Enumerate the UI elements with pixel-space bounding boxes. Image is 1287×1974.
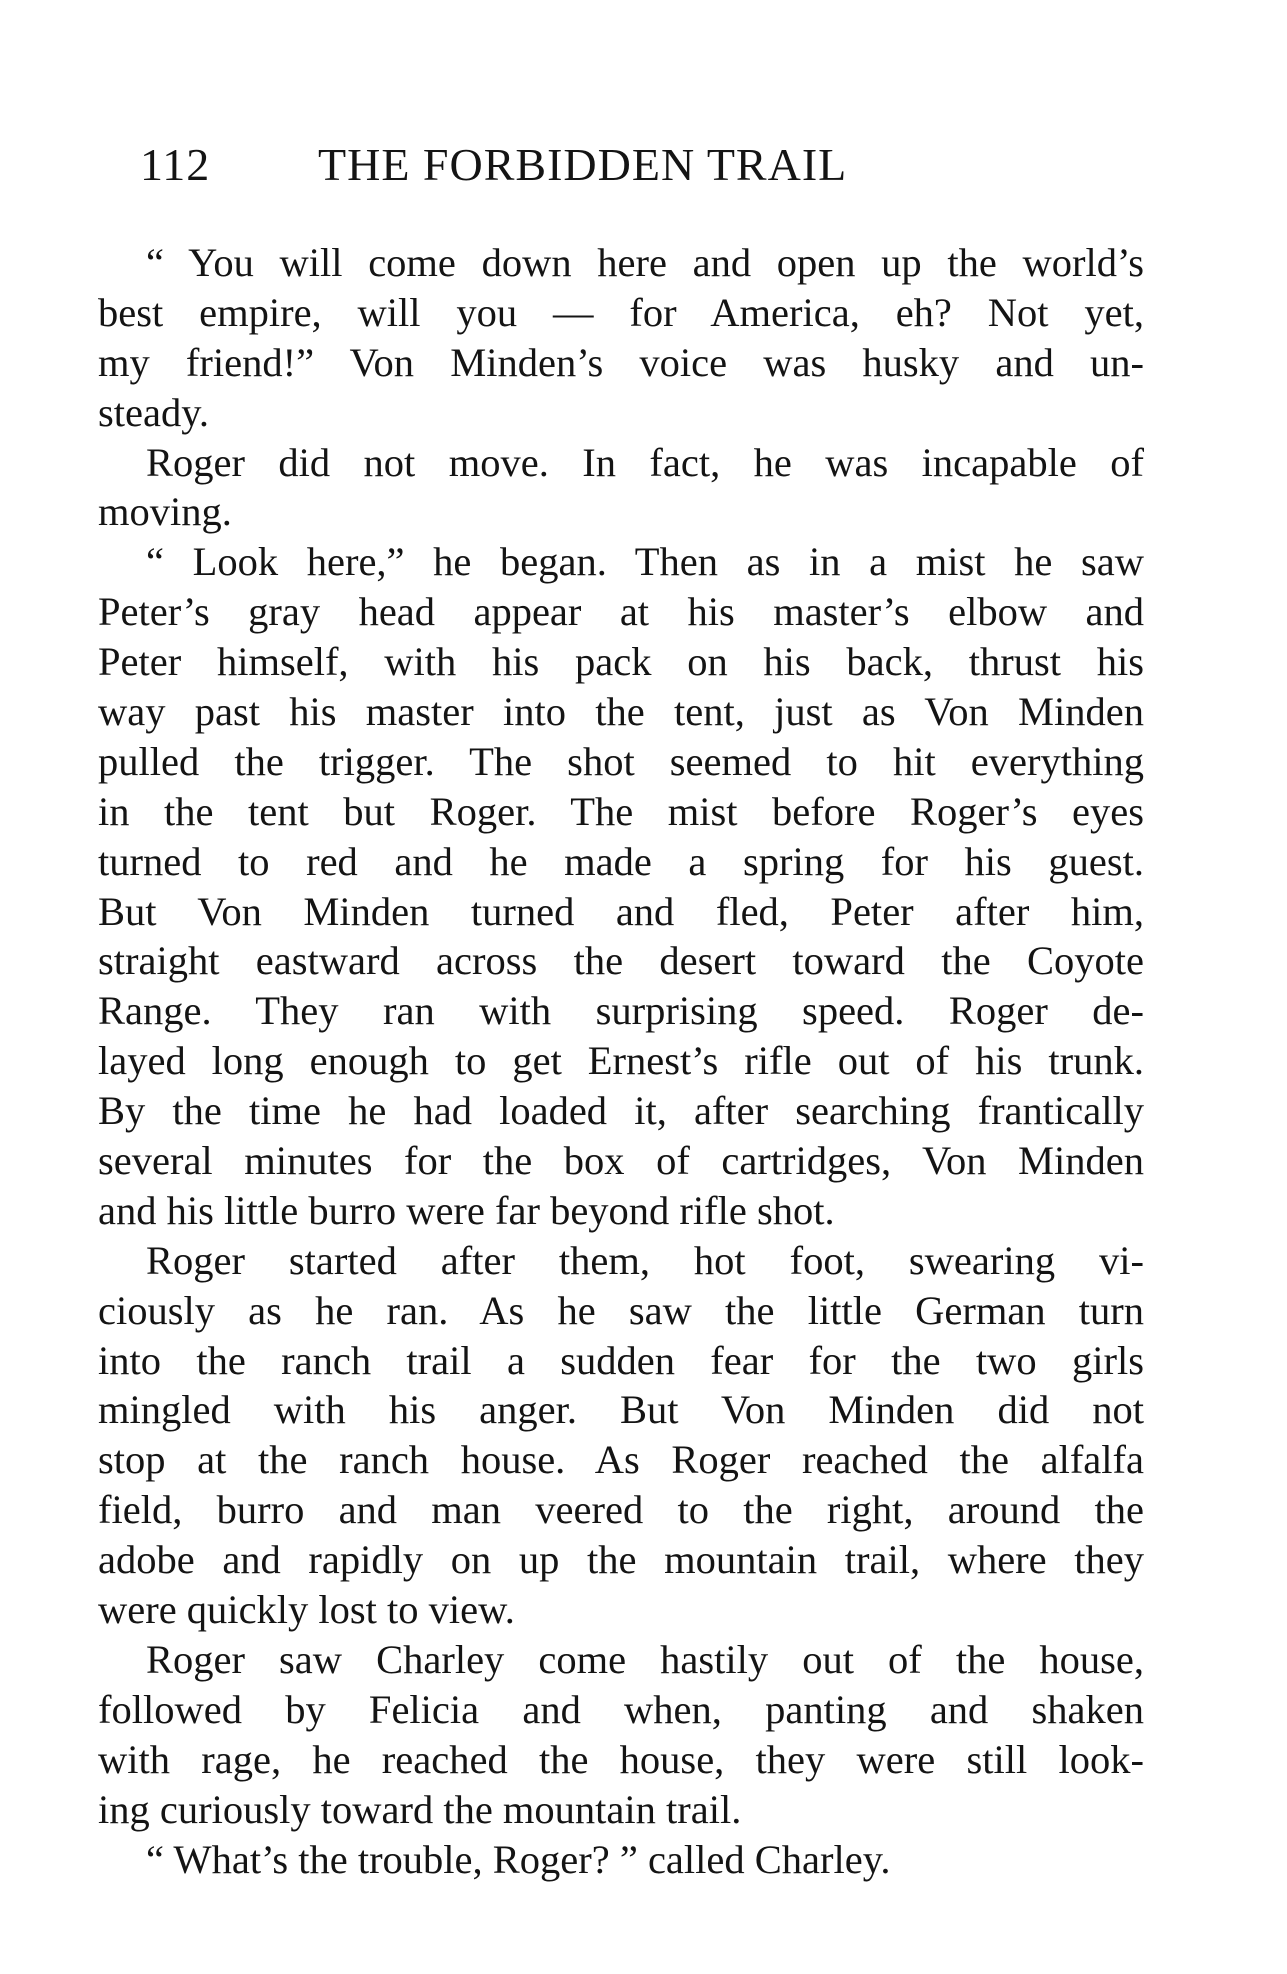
text-line: “ Look here,” he began. Then as in a mist he saw	[146, 539, 1144, 585]
running-head	[140, 135, 940, 195]
text-line: followed by Felicia and when, panting and shaken	[98, 1686, 1144, 1732]
text-line: layed long enough to get Ernest’s rifle out of his trunk.	[98, 1038, 1144, 1084]
text-line: Range. They ran with surprising speed. Roger de-	[98, 988, 1144, 1034]
text-line: pulled the trigger. The shot seemed to hit everything	[98, 738, 1144, 784]
running-title: THE FORBIDDEN TRAIL	[318, 139, 848, 190]
text-line: Roger started after them, hot foot, swearing vi-	[146, 1237, 1144, 1283]
text-line: By the time he had loaded it, after searching frantically	[98, 1088, 1144, 1134]
text-line: Roger did not move. In fact, he was incapable of	[146, 439, 1144, 485]
text-line: Roger saw Charley come hastily out of the house,	[146, 1636, 1144, 1682]
text-line: mingled with his anger. But Von Minden did not	[98, 1387, 1144, 1433]
text-line: turned to red and he made a spring for his guest.	[98, 838, 1144, 884]
text-line: were quickly lost to view.	[98, 1587, 515, 1633]
text-line: and his little burro were far beyond rifle shot.	[98, 1187, 835, 1233]
text-line: stop at the ranch house. As Roger reached the alfalfa	[98, 1437, 1144, 1483]
text-line: with rage, he reached the house, they were still look-	[98, 1736, 1144, 1782]
text-line: straight eastward across the desert toward the Coyote	[98, 938, 1144, 984]
text-line: field, burro and man veered to the right, around the	[98, 1487, 1144, 1533]
text-line: into the ranch trail a sudden fear for the two girls	[98, 1337, 1144, 1383]
text-line: my friend!” Von Minden’s voice was husky and un-	[98, 339, 1144, 385]
text-line: Peter himself, with his pack on his back, thrust his	[98, 639, 1144, 685]
text-line: steady.	[98, 389, 209, 435]
text-line: several minutes for the box of cartridges, Von Minden	[98, 1138, 1144, 1184]
text-line: “ You will come down here and open up the world’s	[146, 240, 1144, 285]
text-line: best empire, will you — for America, eh? Not yet,	[98, 289, 1144, 335]
text-line: ing curiously toward the mountain trail.	[98, 1786, 742, 1832]
page-number: 112	[140, 139, 211, 190]
text-line: way past his master into the tent, just as Von Minden	[98, 689, 1144, 735]
text-line: ciously as he ran. As he saw the little German turn	[98, 1287, 1144, 1333]
text-line: “ What’s the trouble, Roger? ” called Charley.	[146, 1836, 891, 1882]
text-line: adobe and rapidly on up the mountain trail, where they	[98, 1537, 1144, 1583]
text-line: Peter’s gray head appear at his master’s elbow and	[98, 589, 1144, 635]
text-line: But Von Minden turned and fled, Peter after him,	[98, 888, 1144, 934]
body-text	[98, 238, 1144, 1884]
text-line: in the tent but Roger. The mist before Roger’s eyes	[98, 788, 1144, 834]
text-line: moving.	[98, 489, 232, 535]
